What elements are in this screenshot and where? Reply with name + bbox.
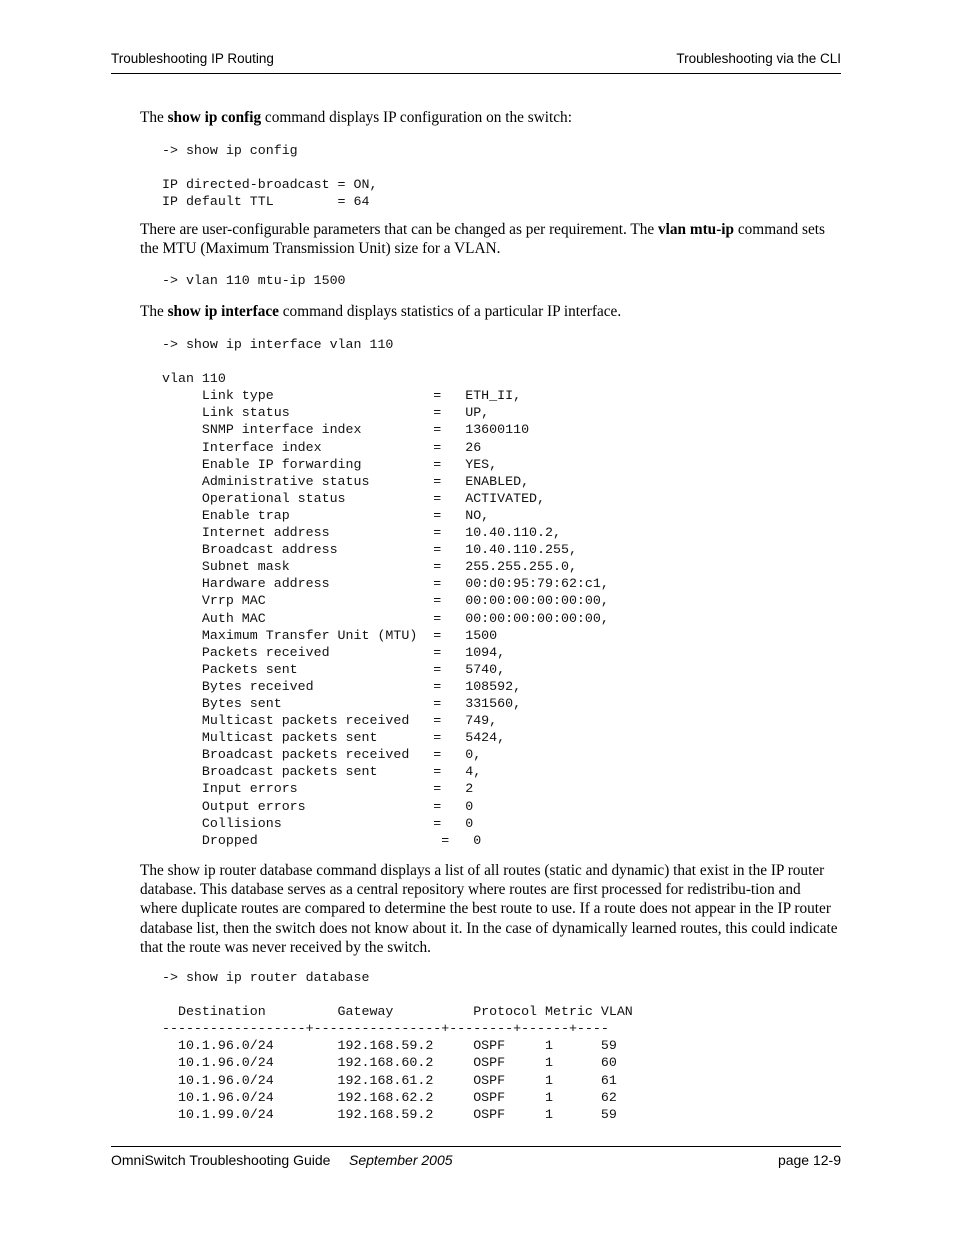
paragraph-show-ip-router-database: The show ip router database command displays a list of all routes (static and dynamic) that exist in the IP router database. This database serves as a central repository where routes are first processed for redistribu-tion and where duplicate routes are compared to determine the best route to use. If a route does not appear in the IP router database list, then the switch does not know about it. In the case of dynamically learned routes, this could indicate that the route was never received by the switch.	[140, 862, 838, 956]
code-block-show-ip-config: -> show ip config IP directed-broadcast = ON, IP default TTL = 64	[162, 143, 378, 210]
paragraph-show-ip-interface: The show ip interface command displays statistics of a particular IP interface.	[140, 303, 622, 320]
code-block-vlan-mtu-ip: -> vlan 110 mtu-ip 1500	[162, 273, 346, 288]
paragraph-show-ip-config: The show ip config command displays IP configuration on the switch:	[140, 109, 572, 126]
command-name: vlan mtu-ip	[657, 221, 735, 238]
code-block-show-ip-router-database: -> show ip router database Destination Gateway Protocol Metric VLAN ------------------+----------------+--------+------+---- 10.1.96.0/24 192.168.59.2 OSPF 1 59 10.1.96.0/24 192.168.60.2 OSPF 1 60 10.1.96.0/24 192.168.61.2 OSPF 1 61 10.1.96.0/24 192.168.62.2 OSPF 1 62 10.1.99.0/24 192.168.59.2 OSPF 1 59	[162, 970, 633, 1122]
code-block-show-ip-interface: -> show ip interface vlan 110 vlan 110 Link type = ETH_II, Link status = UP, SNMP interface index = 13600110 Interface index = 26 Enable IP forwarding = YES, Administrative status = ENABLED, Operational status = ACTIVATED, Enable trap = NO, Internet address = 10.40.110.2, Broadcast address = 10.40.110.255, Subnet mask = 255.255.255.0, Hardware address = 00:d0:95:79:62:c1, Vrrp MAC = 00:00:00:00:00:00, Auth MAC = 00:00:00:00:00:00, Maximum Transfer Unit (MTU) = 1500 Packets received = 1094, Packets sent = 5740, Bytes received = 108592, Bytes sent = 331560, Multicast packets received = 749, Multicast packets sent = 5424, Broadcast packets received = 0, Broadcast packets sent = 4, Input errors = 2 Output errors = 0 Collisions = 0 Dropped = 0	[162, 337, 609, 848]
page-number: page 12-9	[777, 1152, 841, 1168]
footer-book-title: OmniSwitch Troubleshooting Guide	[111, 1152, 331, 1168]
header-chapter-title: Troubleshooting via the CLI	[676, 51, 841, 66]
footer-date: September 2005	[349, 1152, 453, 1168]
command-name: show ip config	[167, 109, 262, 126]
command-name: show ip interface	[167, 303, 279, 320]
footer-rule	[111, 1146, 841, 1147]
header-section-title: Troubleshooting IP Routing	[111, 51, 274, 66]
header-rule	[111, 73, 841, 74]
paragraph-vlan-mtu-ip: There are user-configurable parameters that can be changed as per requirement. The vlan mtu-ip command sets the MTU (Maximum Transmission Unit) size for a VLAN.	[140, 221, 825, 258]
